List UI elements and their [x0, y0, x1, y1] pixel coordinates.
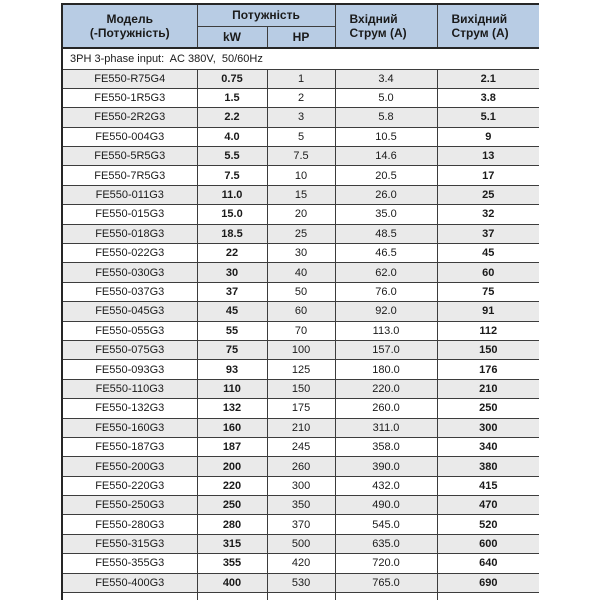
cell-output-a: 150 [437, 340, 539, 359]
cell-hp: 7.5 [267, 147, 335, 166]
col-header-input-line2: Струм (А) [349, 26, 407, 40]
cell-output-a: 640 [437, 554, 539, 573]
cell-hp: 150 [267, 379, 335, 398]
cell-empty [267, 593, 335, 600]
table-row [62, 418, 539, 437]
col-header-output-line1: Вихідний [451, 11, 508, 26]
spec-table-container [61, 3, 539, 600]
cell-input-a: 10.5 [335, 127, 437, 146]
cell-hp: 300 [267, 476, 335, 495]
table-row [62, 108, 539, 127]
cell-input-a: 20.5 [335, 166, 437, 185]
cell-hp: 30 [267, 244, 335, 263]
cell-output-a: 250 [437, 399, 539, 418]
header-row-1 [62, 4, 539, 26]
cell-kw: 315 [197, 534, 267, 553]
cell-model: FE550-075G3 [62, 340, 197, 359]
cell-empty [335, 593, 437, 600]
cell-input-a: 358.0 [335, 437, 437, 456]
cell-input-a: 26.0 [335, 185, 437, 204]
cell-input-a: 311.0 [335, 418, 437, 437]
section-note-body [62, 48, 539, 69]
cell-model: FE550-187G3 [62, 437, 197, 456]
cell-kw: 187 [197, 437, 267, 456]
cell-input-a: 260.0 [335, 399, 437, 418]
cell-kw: 0.75 [197, 69, 267, 88]
cell-hp: 100 [267, 340, 335, 359]
cell-input-a: 5.0 [335, 88, 437, 107]
cell-hp: 210 [267, 418, 335, 437]
table-row [62, 573, 539, 592]
cell-kw: 22 [197, 244, 267, 263]
cell-kw: 7.5 [197, 166, 267, 185]
cell-kw: 1.5 [197, 88, 267, 107]
cell-output-a: 300 [437, 418, 539, 437]
cell-input-a: 720.0 [335, 554, 437, 573]
table-row [62, 496, 539, 515]
cell-model: FE550-315G3 [62, 534, 197, 553]
table-row [62, 399, 539, 418]
cell-hp: 350 [267, 496, 335, 515]
cell-input-a: 92.0 [335, 302, 437, 321]
cell-kw: 200 [197, 457, 267, 476]
cell-kw: 93 [197, 360, 267, 379]
cell-input-a: 62.0 [335, 263, 437, 282]
col-header-model [62, 4, 197, 48]
table-row [62, 205, 539, 224]
cell-output-a: 91 [437, 302, 539, 321]
cell-model: FE550-200G3 [62, 457, 197, 476]
table-row [62, 166, 539, 185]
cell-kw: 11.0 [197, 185, 267, 204]
cell-kw: 280 [197, 515, 267, 534]
table-row [62, 321, 539, 340]
cell-hp: 15 [267, 185, 335, 204]
cell-model: FE550-055G3 [62, 321, 197, 340]
table-row [62, 69, 539, 88]
cell-output-a: 25 [437, 185, 539, 204]
cell-input-a: 390.0 [335, 457, 437, 476]
cell-output-a: 112 [437, 321, 539, 340]
cell-input-a: 157.0 [335, 340, 437, 359]
cell-model: FE550-250G3 [62, 496, 197, 515]
cell-output-a: 45 [437, 244, 539, 263]
cell-hp: 175 [267, 399, 335, 418]
table-row [62, 340, 539, 359]
cell-model: FE550-110G3 [62, 379, 197, 398]
cell-output-a: 340 [437, 437, 539, 456]
cell-input-a: 76.0 [335, 282, 437, 301]
table-row [62, 379, 539, 398]
cell-model: FE550-030G3 [62, 263, 197, 282]
table-row [62, 185, 539, 204]
table-row [62, 147, 539, 166]
cell-empty [197, 593, 267, 600]
cell-hp: 260 [267, 457, 335, 476]
cell-model: FE550-1R5G3 [62, 88, 197, 107]
cell-hp: 20 [267, 205, 335, 224]
cell-kw: 18.5 [197, 224, 267, 243]
cell-empty [437, 593, 539, 600]
cell-model: FE550-R75G4 [62, 69, 197, 88]
cell-input-a: 545.0 [335, 515, 437, 534]
cell-kw: 55 [197, 321, 267, 340]
spec-table [61, 3, 539, 600]
cell-hp: 70 [267, 321, 335, 340]
table-row [62, 534, 539, 553]
cell-output-a: 5.1 [437, 108, 539, 127]
cell-model: FE550-132G3 [62, 399, 197, 418]
cell-kw: 45 [197, 302, 267, 321]
table-row [62, 282, 539, 301]
cell-hp: 25 [267, 224, 335, 243]
cell-model: FE550-037G3 [62, 282, 197, 301]
cell-hp: 60 [267, 302, 335, 321]
col-header-model-line2: (-Потужність) [89, 26, 170, 40]
cell-hp: 500 [267, 534, 335, 553]
table-row [62, 457, 539, 476]
cell-output-a: 470 [437, 496, 539, 515]
col-header-kw: kW [197, 26, 267, 48]
cell-model: FE550-355G3 [62, 554, 197, 573]
col-header-input-current [335, 4, 437, 48]
table-row [62, 360, 539, 379]
cell-input-a: 490.0 [335, 496, 437, 515]
cell-model: FE550-045G3 [62, 302, 197, 321]
cell-kw: 355 [197, 554, 267, 573]
table-row [62, 263, 539, 282]
cell-kw: 220 [197, 476, 267, 495]
cell-output-a: 13 [437, 147, 539, 166]
table-row [62, 224, 539, 243]
cell-model: FE550-022G3 [62, 244, 197, 263]
col-header-input-line1: Вхідний [349, 11, 398, 26]
table-footer-partial [62, 593, 539, 600]
cell-output-a: 3.8 [437, 88, 539, 107]
cell-model: FE550-400G3 [62, 573, 197, 592]
cell-output-a: 415 [437, 476, 539, 495]
cell-model: FE550-220G3 [62, 476, 197, 495]
cell-output-a: 17 [437, 166, 539, 185]
cell-hp: 10 [267, 166, 335, 185]
section-note: 3PH 3-phase input: AC 380V, 50/60Hz [62, 48, 539, 69]
table-row [62, 437, 539, 456]
cell-output-a: 600 [437, 534, 539, 553]
cell-kw: 2.2 [197, 108, 267, 127]
table-row [62, 127, 539, 146]
cell-model: FE550-011G3 [62, 185, 197, 204]
cell-hp: 2 [267, 88, 335, 107]
cell-hp: 3 [267, 108, 335, 127]
cell-kw: 5.5 [197, 147, 267, 166]
cell-model: FE550-004G3 [62, 127, 197, 146]
table-row [62, 515, 539, 534]
cell-output-a: 690 [437, 573, 539, 592]
cell-output-a: 75 [437, 282, 539, 301]
cell-kw: 75 [197, 340, 267, 359]
cell-output-a: 9 [437, 127, 539, 146]
cell-output-a: 176 [437, 360, 539, 379]
cell-hp: 5 [267, 127, 335, 146]
cell-input-a: 432.0 [335, 476, 437, 495]
table-row [62, 554, 539, 573]
cell-hp: 370 [267, 515, 335, 534]
cell-output-a: 60 [437, 263, 539, 282]
table-row [62, 476, 539, 495]
cell-hp: 125 [267, 360, 335, 379]
col-header-model-line1: Модель [106, 11, 153, 26]
cell-model: FE550-5R5G3 [62, 147, 197, 166]
cell-hp: 530 [267, 573, 335, 592]
cell-kw: 15.0 [197, 205, 267, 224]
cell-input-a: 35.0 [335, 205, 437, 224]
section-note-row [62, 48, 539, 69]
cell-model: FE550-093G3 [62, 360, 197, 379]
cell-hp: 420 [267, 554, 335, 573]
table-row [62, 244, 539, 263]
table-header [62, 4, 539, 48]
cell-input-a: 765.0 [335, 573, 437, 592]
cell-input-a: 113.0 [335, 321, 437, 340]
table-body [62, 69, 539, 593]
cell-kw: 110 [197, 379, 267, 398]
cell-input-a: 48.5 [335, 224, 437, 243]
cell-input-a: 46.5 [335, 244, 437, 263]
cell-kw: 132 [197, 399, 267, 418]
col-header-output-line2: Струм (А) [451, 26, 509, 40]
cell-hp: 1 [267, 69, 335, 88]
cell-input-a: 14.6 [335, 147, 437, 166]
cell-kw: 37 [197, 282, 267, 301]
table-row-partial [62, 593, 539, 600]
cell-input-a: 180.0 [335, 360, 437, 379]
cell-kw: 4.0 [197, 127, 267, 146]
cell-output-a: 520 [437, 515, 539, 534]
cell-kw: 30 [197, 263, 267, 282]
cell-hp: 245 [267, 437, 335, 456]
cell-hp: 50 [267, 282, 335, 301]
cell-hp: 40 [267, 263, 335, 282]
cell-kw: 400 [197, 573, 267, 592]
cell-output-a: 37 [437, 224, 539, 243]
col-header-output-current [437, 4, 539, 48]
col-header-power-group: Потужність [197, 4, 335, 26]
col-header-hp: HP [267, 26, 335, 48]
cell-kw: 160 [197, 418, 267, 437]
cell-empty [62, 593, 197, 600]
table-row [62, 302, 539, 321]
cell-model: FE550-2R2G3 [62, 108, 197, 127]
cell-input-a: 5.8 [335, 108, 437, 127]
cell-kw: 250 [197, 496, 267, 515]
cell-output-a: 2.1 [437, 69, 539, 88]
cell-model: FE550-160G3 [62, 418, 197, 437]
cell-model: FE550-280G3 [62, 515, 197, 534]
cell-model: FE550-015G3 [62, 205, 197, 224]
cell-model: FE550-018G3 [62, 224, 197, 243]
cell-model: FE550-7R5G3 [62, 166, 197, 185]
cell-output-a: 32 [437, 205, 539, 224]
cell-input-a: 3.4 [335, 69, 437, 88]
cell-output-a: 210 [437, 379, 539, 398]
cell-input-a: 220.0 [335, 379, 437, 398]
cell-input-a: 635.0 [335, 534, 437, 553]
cell-output-a: 380 [437, 457, 539, 476]
table-row [62, 88, 539, 107]
